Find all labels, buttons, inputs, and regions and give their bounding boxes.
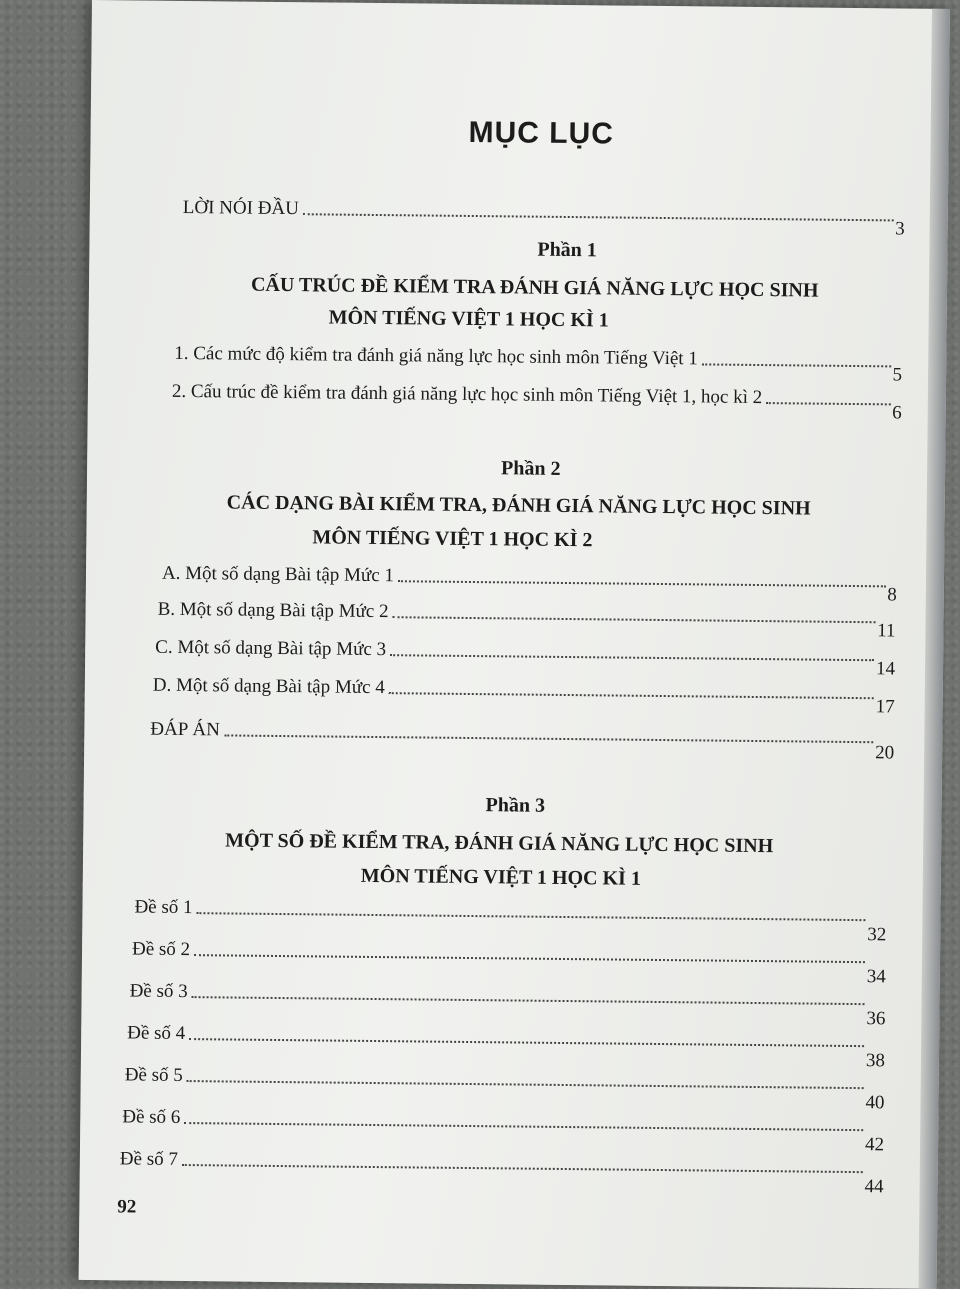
dot-leader [184,1121,863,1131]
part-2-title-line2: MÔN TIẾNG VIỆT 1 HỌC KÌ 2 [312,526,593,552]
toc-label: LỜI NÓI ĐẦU [182,196,300,220]
part-1-title-line2: MÔN TIẾNG VIỆT 1 HỌC KÌ 1 [328,306,609,332]
toc-label: A. Một số dạng Bài tập Mức 1 [161,562,395,587]
part-1-title-line1: CẤU TRÚC ĐỀ KIỂM TRA ĐÁNH GIÁ NĂNG LỰC HỌC SINH [250,273,819,302]
book-spine [919,9,950,1289]
toc-row [119,1148,884,1198]
toc-row-intro [182,196,905,240]
dot-leader [390,653,874,661]
book-page [79,0,950,1289]
toc-page: 11 [877,620,896,642]
toc-row [127,1022,886,1072]
toc-page: 6 [892,402,902,424]
dot-leader [392,615,875,623]
dot-leader [766,401,890,405]
toc-label: Đề số 3 [129,980,188,1003]
toc-row [152,674,895,718]
toc-label: ĐÁP ÁN [150,718,220,741]
toc-page: 38 [865,1050,886,1072]
toc-page: 20 [875,742,895,764]
dot-leader [192,995,865,1005]
part-3-heading: Phần 3 [485,794,546,817]
toc-page: 40 [865,1092,885,1114]
part-2-heading: Phần 2 [501,457,561,480]
dot-leader [189,1037,864,1047]
toc-row [157,598,896,642]
toc-page: 8 [887,584,897,606]
toc-label: D. Một số dạng Bài tập Mức 4 [152,674,385,699]
dot-leader [398,579,886,587]
part-3-title-line1: MỘT SỐ ĐỀ KIỂM TRA, ĐÁNH GIÁ NĂNG LỰC HỌC SINH [225,829,774,858]
dot-leader [389,691,874,699]
dot-leader [224,733,873,743]
toc-page: 3 [895,218,905,240]
toc-row [124,1064,885,1114]
toc-row [171,380,902,424]
toc-label: Đề số 4 [127,1022,186,1045]
toc-label: Đề số 5 [124,1064,183,1087]
toc-row [122,1106,885,1156]
toc-row [174,342,903,386]
toc-row [155,636,896,680]
toc-page: 17 [875,696,895,718]
part-3-title-line2: MÔN TIẾNG VIỆT 1 HỌC KÌ 1 [360,864,642,890]
toc-row [150,718,895,764]
toc-row [131,938,886,988]
toc-label: Đề số 7 [119,1148,179,1170]
toc-label: 2. Cấu trúc đề kiểm tra đánh giá năng lực học sinh môn Tiếng Việt 1, học kì 2 [171,380,763,409]
toc-row [161,562,897,606]
toc-page: 5 [892,364,903,386]
dot-leader [182,1163,863,1173]
toc-page: 36 [866,1008,886,1030]
dot-leader [702,362,891,367]
dot-leader [196,911,865,921]
toc-page: 32 [867,924,887,946]
dot-leader [194,953,865,963]
toc-page: 44 [864,1176,884,1198]
toc-label: Đề số 1 [134,896,193,919]
dot-leader [303,212,893,221]
toc-page: 42 [864,1134,885,1156]
toc-label: C. Một số dạng Bài tập Mức 3 [155,636,387,661]
toc-label: B. Một số dạng Bài tập Mức 2 [157,598,389,623]
toc-page: 14 [875,658,896,680]
toc-row [134,896,887,946]
part-2-title-line1: CÁC DẠNG BÀI KIỂM TRA, ĐÁNH GIÁ NĂNG LỰC HỌC SINH [226,491,811,520]
toc-label: Đề số 6 [122,1106,181,1128]
page-title: MỤC LỤC [468,115,615,151]
page-number: 92 [117,1196,137,1218]
toc-label: 1. Các mức độ kiểm tra đánh giá năng lực học sinh môn Tiếng Việt 1 [174,342,698,370]
toc-label: Đề số 2 [131,938,191,961]
toc-row [129,980,886,1030]
toc-page: 34 [866,966,886,988]
dot-leader [187,1079,864,1089]
part-1-heading: Phần 1 [537,238,597,262]
